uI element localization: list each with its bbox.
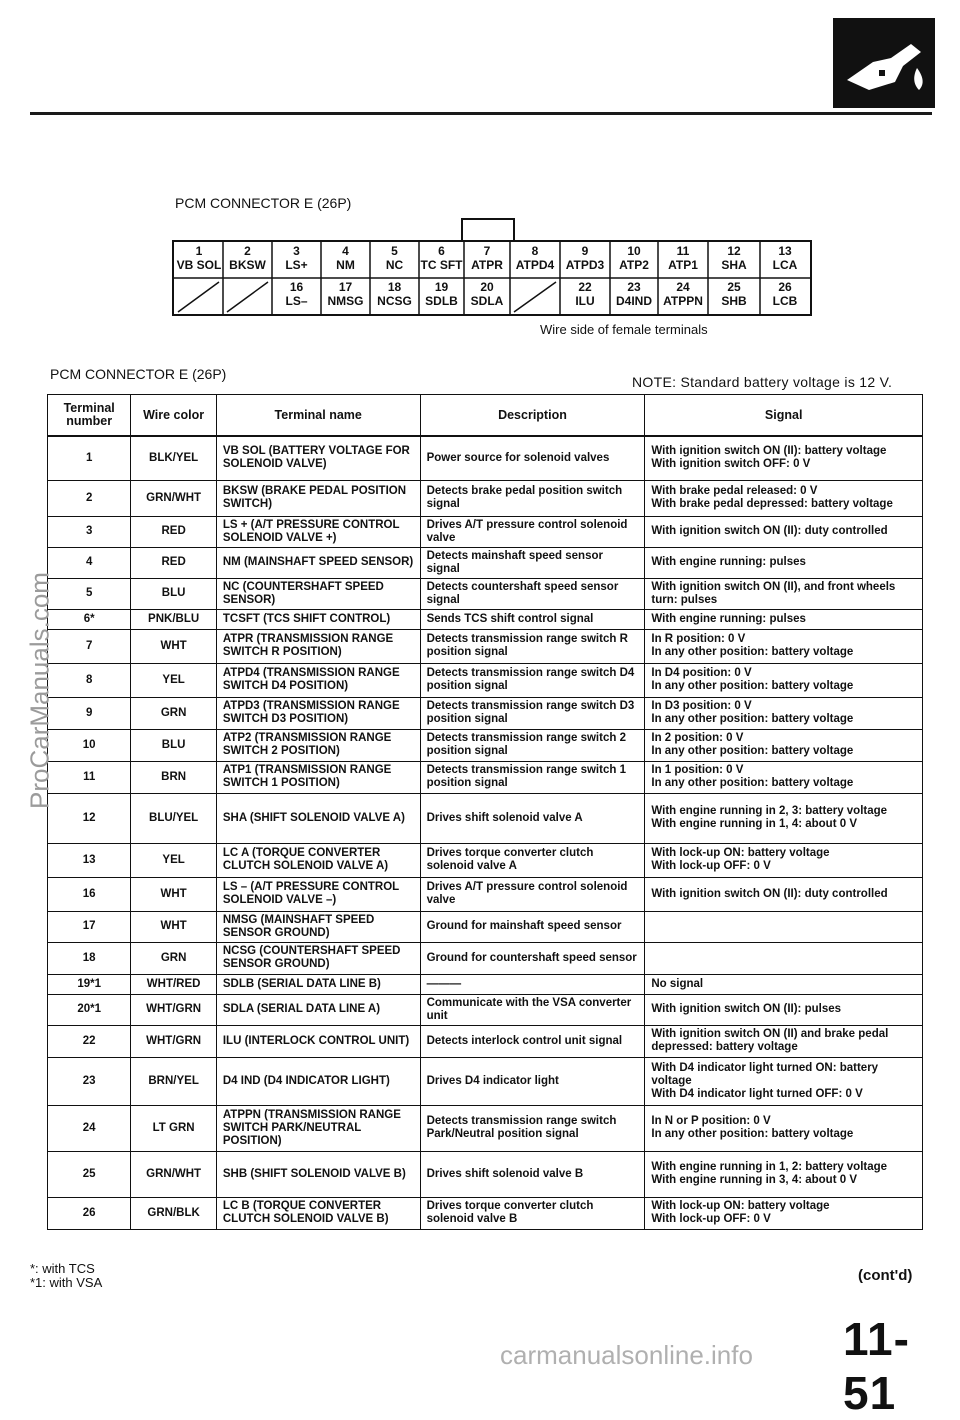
table-row <box>48 911 923 942</box>
connector-pin-4: 4 NM <box>336 244 355 272</box>
connector-pin-22: 22 ILU <box>575 280 595 308</box>
signal-cell: With engine running in 1, 2: battery voltage With engine running in 3, 4: about 0 V <box>645 1151 923 1197</box>
wire-color-cell: WHT <box>131 911 216 942</box>
wire-color-cell: WHT <box>131 629 216 663</box>
signal-cell: With ignition switch ON (II): duty controlled <box>645 877 923 911</box>
description-cell: Detects countershaft speed sensor signal <box>420 578 645 609</box>
signal-cell: With brake pedal released: 0 V With brake pedal depressed: battery voltage <box>645 480 923 516</box>
wire-color-cell: RED <box>131 516 216 547</box>
connector-pin-18: 18 NCSG <box>377 280 412 308</box>
connector-pin-7: 7 ATPR <box>471 244 503 272</box>
table-row <box>48 436 923 480</box>
wire-color-cell: BLK/YEL <box>131 436 216 480</box>
terminal-name-cell: ATPPN (TRANSMISSION RANGE SWITCH PARK/NEUTRAL POSITION) <box>216 1105 420 1151</box>
wire-color-cell: GRN/WHT <box>131 1151 216 1197</box>
signal-cell: With D4 indicator light turned ON: battery voltage With D4 indicator light turned OFF: 0 V <box>645 1057 923 1105</box>
connector-pin-19: 19 SDLB <box>425 280 458 308</box>
wire-color-cell: WHT/GRN <box>131 1025 216 1057</box>
description-cell: Drives torque converter clutch solenoid valve A <box>420 843 645 877</box>
terminal-name-cell: ATP2 (TRANSMISSION RANGE SWITCH 2 POSITION) <box>216 729 420 761</box>
terminal-name-cell: LS + (A/T PRESSURE CONTROL SOLENOID VALVE +) <box>216 516 420 547</box>
section-logo-icon <box>833 18 935 108</box>
connector-pin-6: 6 TC SFT <box>420 244 463 272</box>
wire-color-cell: RED <box>131 547 216 578</box>
signal-cell <box>645 942 923 974</box>
connector-pin-2: 2 BKSW <box>229 244 266 272</box>
wire-color-cell: LT GRN <box>131 1105 216 1151</box>
signal-cell: In 1 position: 0 V In any other position: battery voltage <box>645 761 923 793</box>
terminal-name-cell: ATPD4 (TRANSMISSION RANGE SWITCH D4 POSITION) <box>216 663 420 697</box>
table-row <box>48 480 923 516</box>
connector-diagram <box>172 218 810 314</box>
header-terminal-number: Terminal number <box>48 395 131 437</box>
signal-cell: With lock-up ON: battery voltage With lock-up OFF: 0 V <box>645 1197 923 1229</box>
connector-pin-11: 11 ATP1 <box>668 244 698 272</box>
connector-pin-10: 10 ATP2 <box>619 244 649 272</box>
signal-cell: In D3 position: 0 V In any other position: battery voltage <box>645 697 923 729</box>
voltage-note: NOTE: Standard battery voltage is 12 V. <box>632 374 893 390</box>
terminal-number-cell: 7 <box>48 629 131 663</box>
watermark-footer: carmanualsonline.info <box>500 1340 753 1370</box>
table-row <box>48 578 923 609</box>
terminal-number-cell: 8 <box>48 663 131 697</box>
description-cell: Detects transmission range switch D4 position signal <box>420 663 645 697</box>
description-cell: ——— <box>420 974 645 994</box>
description-cell: Drives D4 indicator light <box>420 1057 645 1105</box>
connector-pin-3: 3 LS+ <box>285 244 308 272</box>
description-cell: Ground for mainshaft speed sensor <box>420 911 645 942</box>
terminal-number-cell: 18 <box>48 942 131 974</box>
table-row <box>48 629 923 663</box>
wire-color-cell: BRN/YEL <box>131 1057 216 1105</box>
header-terminal-name: Terminal name <box>216 395 420 437</box>
continued-label: (cont'd) <box>858 1267 913 1284</box>
description-cell: Detects brake pedal position switch signal <box>420 480 645 516</box>
terminal-name-cell: NCSG (COUNTERSHAFT SPEED SENSOR GROUND) <box>216 942 420 974</box>
wire-color-cell: BLU/YEL <box>131 793 216 843</box>
connector-body <box>172 240 812 316</box>
terminal-number-cell: 5 <box>48 578 131 609</box>
description-cell: Drives A/T pressure control solenoid valve <box>420 877 645 911</box>
connector-pin-16: 16 LS– <box>285 280 308 308</box>
terminal-number-cell: 20*1 <box>48 994 131 1025</box>
table-row <box>48 609 923 629</box>
connector-pin-23: 23 D4IND <box>615 280 652 308</box>
table-row <box>48 843 923 877</box>
page-number: 11-51 <box>843 1313 910 1419</box>
footnote-vsa: *1: with VSA <box>30 1275 103 1290</box>
description-cell: Detects mainshaft speed sensor signal <box>420 547 645 578</box>
signal-cell <box>645 911 923 942</box>
description-cell: Detects transmission range switch D3 position signal <box>420 697 645 729</box>
terminal-number-cell: 24 <box>48 1105 131 1151</box>
description-cell: Ground for countershaft speed sensor <box>420 942 645 974</box>
terminal-name-cell: ATP1 (TRANSMISSION RANGE SWITCH 1 POSITION) <box>216 761 420 793</box>
terminal-number-cell: 13 <box>48 843 131 877</box>
header-description: Description <box>420 395 645 437</box>
description-cell: Detects transmission range switch Park/Neutral position signal <box>420 1105 645 1151</box>
header-signal: Signal <box>645 395 923 437</box>
table-row <box>48 793 923 843</box>
table-row <box>48 663 923 697</box>
terminal-number-cell: 10 <box>48 729 131 761</box>
watermark: ProCarManuals.com <box>24 572 55 809</box>
terminal-name-cell: NC (COUNTERSHAFT SPEED SENSOR) <box>216 578 420 609</box>
table-row <box>48 1057 923 1105</box>
connector-pin-17: 17 NMSG <box>327 280 364 308</box>
connector-pin-13: 13 LCA <box>772 244 798 272</box>
table-body <box>48 436 923 1229</box>
description-cell: Drives A/T pressure control solenoid valve <box>420 516 645 547</box>
table-row <box>48 729 923 761</box>
signal-cell: With engine running in 2, 3: battery voltage With engine running in 1, 4: about 0 V <box>645 793 923 843</box>
wire-color-cell: GRN/BLK <box>131 1197 216 1229</box>
table-row <box>48 697 923 729</box>
description-cell: Detects transmission range switch R position signal <box>420 629 645 663</box>
terminal-name-cell: NM (MAINSHAFT SPEED SENSOR) <box>216 547 420 578</box>
description-cell: Detects transmission range switch 1 position signal <box>420 761 645 793</box>
signal-cell: With ignition switch ON (II): battery voltage With ignition switch OFF: 0 V <box>645 436 923 480</box>
header-rule <box>30 112 932 115</box>
wire-color-cell: YEL <box>131 663 216 697</box>
terminal-number-cell: 6* <box>48 609 131 629</box>
table-header-row <box>48 395 923 437</box>
terminal-number-cell: 25 <box>48 1151 131 1197</box>
table-row <box>48 516 923 547</box>
table-row <box>48 1197 923 1229</box>
terminal-name-cell: VB SOL (BATTERY VOLTAGE FOR SOLENOID VALVE) <box>216 436 420 480</box>
terminal-number-cell: 22 <box>48 1025 131 1057</box>
connector-pin-5: 5 NC <box>385 244 404 272</box>
description-cell: Drives shift solenoid valve B <box>420 1151 645 1197</box>
wire-color-cell: WHT/RED <box>131 974 216 994</box>
table-title: PCM CONNECTOR E (26P) <box>50 366 227 382</box>
table-row <box>48 877 923 911</box>
signal-cell: With engine running: pulses <box>645 609 923 629</box>
terminal-table <box>47 394 923 1230</box>
header-wire-color: Wire color <box>131 395 216 437</box>
wire-color-cell: PNK/BLU <box>131 609 216 629</box>
wire-color-cell: BRN <box>131 761 216 793</box>
signal-cell: In N or P position: 0 V In any other position: battery voltage <box>645 1105 923 1151</box>
signal-cell: With ignition switch ON (II) and brake pedal depressed: battery voltage <box>645 1025 923 1057</box>
terminal-name-cell: SHB (SHIFT SOLENOID VALVE B) <box>216 1151 420 1197</box>
connector-pin-25: 25 SHB <box>721 280 747 308</box>
terminal-name-cell: SDLA (SERIAL DATA LINE A) <box>216 994 420 1025</box>
connector-pin-26: 26 LCB <box>772 280 798 308</box>
terminal-name-cell: SDLB (SERIAL DATA LINE B) <box>216 974 420 994</box>
terminal-number-cell: 23 <box>48 1057 131 1105</box>
terminal-number-cell: 17 <box>48 911 131 942</box>
terminal-number-cell: 9 <box>48 697 131 729</box>
terminal-name-cell: LS – (A/T PRESSURE CONTROL SOLENOID VALVE –) <box>216 877 420 911</box>
signal-cell: With ignition switch ON (II): duty controlled <box>645 516 923 547</box>
terminal-name-cell: D4 IND (D4 INDICATOR LIGHT) <box>216 1057 420 1105</box>
wire-color-cell: WHT/GRN <box>131 994 216 1025</box>
table-row <box>48 1105 923 1151</box>
terminal-name-cell: SHA (SHIFT SOLENOID VALVE A) <box>216 793 420 843</box>
connector-pin-9: 9 ATPD3 <box>565 244 605 272</box>
terminal-name-cell: BKSW (BRAKE PEDAL POSITION SWITCH) <box>216 480 420 516</box>
description-cell: Drives shift solenoid valve A <box>420 793 645 843</box>
terminal-number-cell: 2 <box>48 480 131 516</box>
footnote-tcs: *: with TCS <box>30 1261 95 1276</box>
description-cell: Communicate with the VSA converter unit <box>420 994 645 1025</box>
description-cell: Detects interlock control unit signal <box>420 1025 645 1057</box>
table-row <box>48 1025 923 1057</box>
connector-pin-1: 1 VB SOL <box>176 244 222 272</box>
wire-color-cell: GRN/WHT <box>131 480 216 516</box>
signal-cell: In 2 position: 0 V In any other position: battery voltage <box>645 729 923 761</box>
signal-cell: With engine running: pulses <box>645 547 923 578</box>
connector-pin-20: 20 SDLA <box>470 280 504 308</box>
signal-cell: No signal <box>645 974 923 994</box>
terminal-number-cell: 12 <box>48 793 131 843</box>
terminal-name-cell: LC A (TORQUE CONVERTER CLUTCH SOLENOID VALVE A) <box>216 843 420 877</box>
table-row <box>48 1151 923 1197</box>
connector-pin-12: 12 SHA <box>721 244 747 272</box>
signal-cell: In R position: 0 V In any other position: battery voltage <box>645 629 923 663</box>
connector-key-tab <box>461 218 515 242</box>
connector-pin-24: 24 ATPPN <box>663 280 703 308</box>
connector-pin-8: 8 ATPD4 <box>515 244 555 272</box>
signal-cell: With lock-up ON: battery voltage With lock-up OFF: 0 V <box>645 843 923 877</box>
description-cell: Power source for solenoid valves <box>420 436 645 480</box>
wire-color-cell: GRN <box>131 942 216 974</box>
wire-color-cell: WHT <box>131 877 216 911</box>
description-cell: Detects transmission range switch 2 position signal <box>420 729 645 761</box>
table-row <box>48 547 923 578</box>
description-cell: Drives torque converter clutch solenoid valve B <box>420 1197 645 1229</box>
terminal-number-cell: 26 <box>48 1197 131 1229</box>
wire-color-cell: YEL <box>131 843 216 877</box>
terminal-name-cell: ATPD3 (TRANSMISSION RANGE SWITCH D3 POSITION) <box>216 697 420 729</box>
description-cell: Sends TCS shift control signal <box>420 609 645 629</box>
connector-caption: Wire side of female terminals <box>540 322 708 337</box>
terminal-name-cell: ILU (INTERLOCK CONTROL UNIT) <box>216 1025 420 1057</box>
footnotes <box>30 1262 102 1290</box>
signal-cell: With ignition switch ON (II): pulses <box>645 994 923 1025</box>
terminal-number-cell: 1 <box>48 436 131 480</box>
terminal-number-cell: 16 <box>48 877 131 911</box>
table-row <box>48 974 923 994</box>
terminal-number-cell: 3 <box>48 516 131 547</box>
terminal-name-cell: ATPR (TRANSMISSION RANGE SWITCH R POSITION) <box>216 629 420 663</box>
terminal-name-cell: TCSFT (TCS SHIFT CONTROL) <box>216 609 420 629</box>
terminal-number-cell: 19*1 <box>48 974 131 994</box>
wire-color-cell: BLU <box>131 578 216 609</box>
table-row <box>48 942 923 974</box>
table-row <box>48 994 923 1025</box>
signal-cell: In D4 position: 0 V In any other position: battery voltage <box>645 663 923 697</box>
terminal-name-cell: LC B (TORQUE CONVERTER CLUTCH SOLENOID VALVE B) <box>216 1197 420 1229</box>
terminal-number-cell: 4 <box>48 547 131 578</box>
connector-title: PCM CONNECTOR E (26P) <box>175 195 352 211</box>
terminal-name-cell: NMSG (MAINSHAFT SPEED SENSOR GROUND) <box>216 911 420 942</box>
terminal-number-cell: 11 <box>48 761 131 793</box>
wire-color-cell: GRN <box>131 697 216 729</box>
wire-color-cell: BLU <box>131 729 216 761</box>
table-row <box>48 761 923 793</box>
signal-cell: With ignition switch ON (II), and front wheels turn: pulses <box>645 578 923 609</box>
